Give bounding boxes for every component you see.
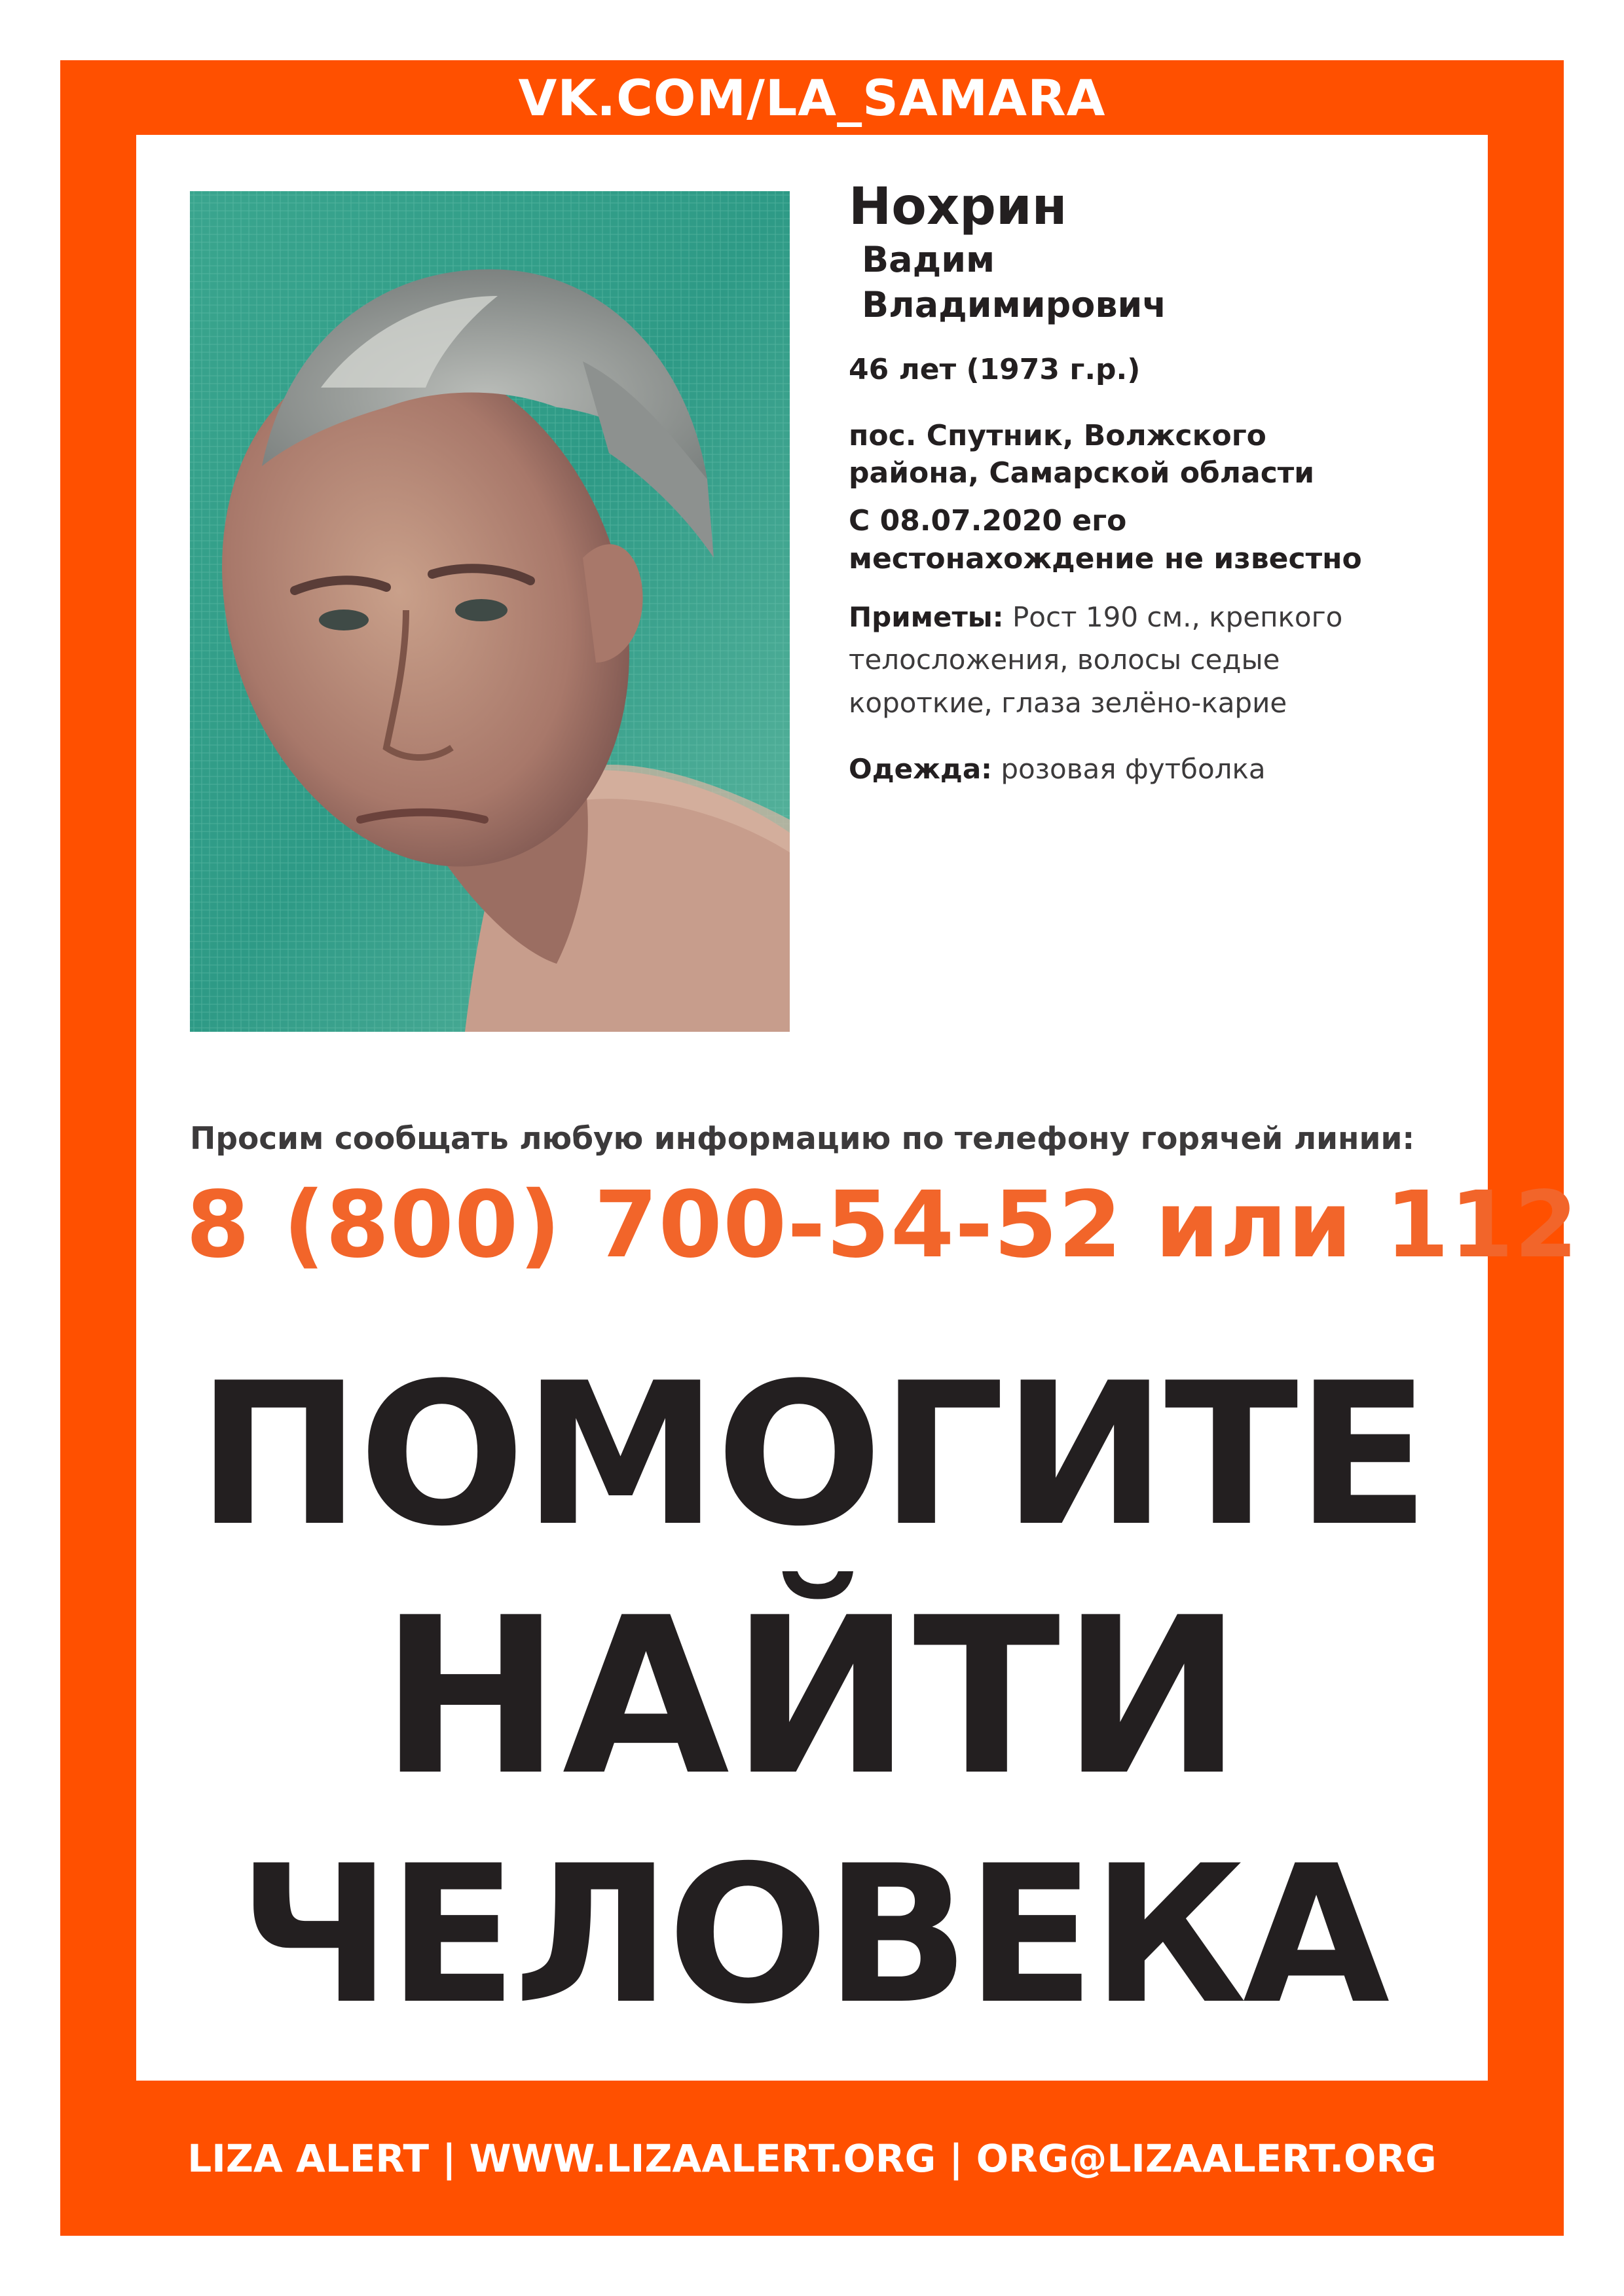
missing-since [849, 502, 1477, 577]
first-name: Вадим [862, 238, 995, 280]
headline-line2: НАЙТИ [380, 1571, 1244, 1823]
missing-since-line: местонахождение не известно [849, 541, 1362, 575]
hotline-phone[interactable]: 8 (800) 700-54-52 или 112 [186, 1172, 1579, 1279]
missing-since-line: С 08.07.2020 его [849, 504, 1127, 538]
location-line: пос. Спутник, Волжского [849, 419, 1266, 453]
hotline-request: Просим сообщать любую информацию по телефону горячей линии: [190, 1121, 1415, 1157]
description-line: телосложения, волосы седые [849, 644, 1280, 676]
vk-link[interactable]: VK.COM/LA_SAMARA [518, 68, 1106, 127]
surname: Нохрин [849, 177, 1067, 236]
location [849, 417, 1477, 492]
description-line: Рост 190 см., крепкого [1012, 600, 1343, 633]
age: 46 лет (1973 г.р.) [849, 352, 1141, 386]
person-info [849, 178, 1477, 789]
person-photo [190, 191, 790, 1032]
headline-line1: ПОМОГИТЕ [196, 1341, 1428, 1569]
headline-line3: ЧЕЛОВЕКА [238, 1825, 1386, 2046]
location-line: района, Самарской области [849, 456, 1315, 490]
clothing [849, 750, 1477, 789]
description-line: короткие, глаза зелёно-карие [849, 686, 1287, 719]
description-label: Приметы: [849, 600, 1004, 633]
clothing-value: розовая футболка [1001, 753, 1266, 786]
footer-contacts[interactable]: LIZA ALERT | WWW.LIZAALERT.ORG | ORG@LIZAALERT.ORG [187, 2136, 1437, 2181]
clothing-label: Одежда: [849, 753, 992, 786]
description [849, 596, 1477, 725]
patronymic: Владимирович [862, 283, 1167, 325]
